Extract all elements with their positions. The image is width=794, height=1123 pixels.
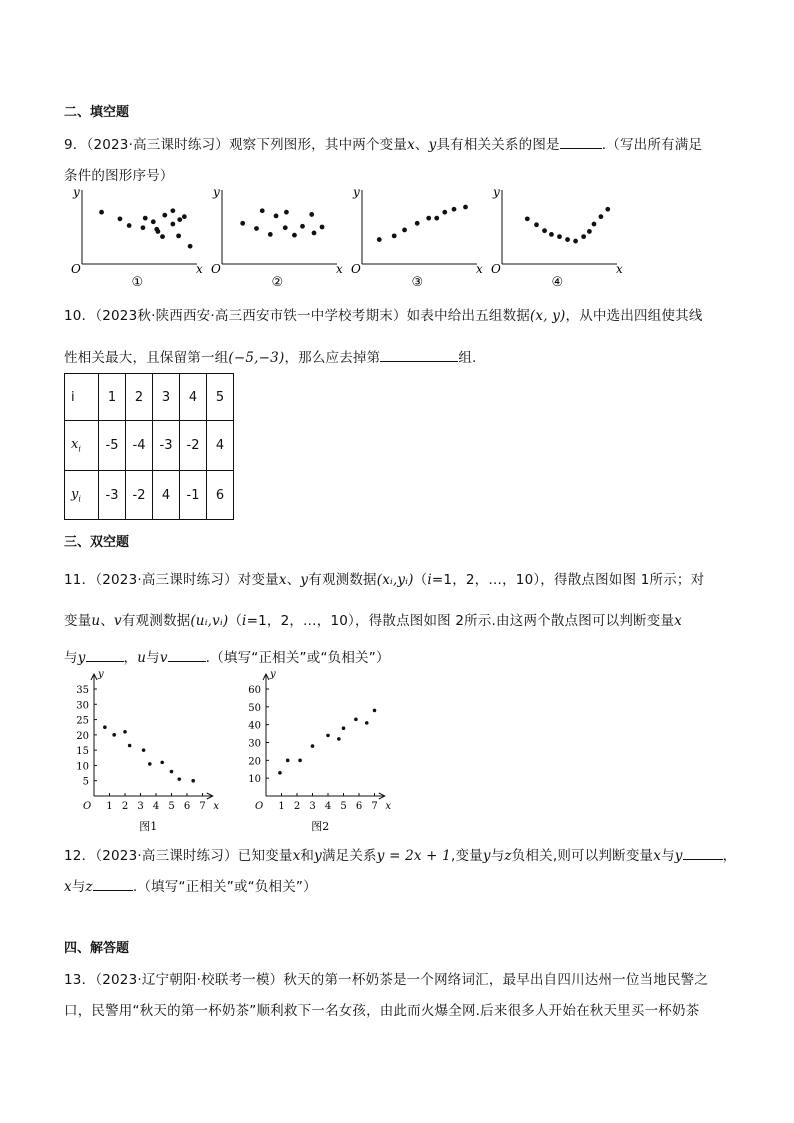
row-label: $x_i$ — [65, 421, 99, 471]
table-cell: 4 — [153, 471, 180, 520]
question-13-line-2: 口，民警用“秋天的第一杯奶茶”顺利救下一名女孩，由此而火爆全网.后来很多人开始在秋天里买一杯奶茶 — [64, 1003, 700, 1019]
x-tick-label: 5 — [168, 801, 175, 812]
question-10-line-1: 10．（2023秋·陕西西安·高三西安市铁一中学校考期末）如表中给出五组数据(x, y)，从中选出四组使其线 — [64, 308, 703, 324]
scatter-point — [452, 207, 457, 212]
scatter-point — [573, 239, 578, 244]
origin-label: O — [211, 262, 221, 276]
y-tick-label: 40 — [248, 720, 261, 732]
question-13-line-1: 13．（2023·辽宁朝阳·校联考一模）秋天的第一杯奶茶是一个网络词汇，最早出自四川达州一位当地民警之 — [64, 972, 709, 988]
y-tick-label: 30 — [248, 738, 261, 750]
scatter-point — [274, 214, 279, 219]
scatter-point — [160, 761, 164, 765]
scatter-point — [309, 212, 314, 217]
scatter-point — [188, 244, 193, 249]
scatter-point — [392, 233, 397, 238]
scatter-point — [141, 225, 146, 230]
x-tick-label: 7 — [371, 801, 378, 812]
answer-blank[interactable] — [86, 649, 124, 662]
scatter-point — [373, 709, 377, 713]
table-row — [65, 374, 234, 421]
scatter-point — [463, 205, 468, 210]
scatter-point — [415, 221, 420, 226]
scatter-point — [151, 219, 156, 224]
scatter-point — [170, 222, 175, 227]
data-table — [64, 373, 234, 520]
table-cell: -3 — [153, 421, 180, 471]
y-tick-label: 20 — [76, 730, 89, 742]
question-9-line-2: 条件的图形序号） — [64, 168, 174, 184]
scatter-point — [128, 744, 132, 748]
answer-blank[interactable] — [93, 878, 133, 891]
scatter-point — [587, 229, 592, 234]
plot-number-label: ② — [271, 275, 284, 290]
scatter-point — [260, 208, 265, 213]
question-9-scatter-figures — [60, 182, 640, 292]
scatter-point — [118, 216, 123, 221]
question-11-line-2: 变量u、v有观测数据(uᵢ,vᵢ)（i=1，2，…，10），得散点图如图 2所示.由这两个散点图可以判断变量x — [64, 613, 682, 629]
scatter-point — [326, 734, 330, 738]
scatter-plot — [351, 185, 483, 290]
scatter-point — [268, 232, 273, 237]
y-axis-label: y — [73, 185, 80, 199]
scatter-point — [148, 762, 152, 766]
scatter-point — [525, 216, 530, 221]
y-axis-label: y — [493, 185, 500, 199]
scatter-point — [565, 237, 570, 242]
figure-caption: 图1 — [139, 820, 158, 833]
scatter-plot — [491, 185, 623, 290]
question-11-line-1: 11．（2023·高三课时练习）对变量x、y有观测数据(xᵢ,yᵢ)（i=1，2，…，10），得散点图如图 1所示；对 — [64, 572, 705, 588]
scatter-point — [143, 216, 148, 221]
table-row — [65, 471, 234, 520]
x-tick-label: 2 — [121, 801, 129, 812]
plot-number-label: ③ — [411, 275, 424, 290]
scatter-point — [311, 744, 315, 748]
scatter-point — [402, 228, 407, 233]
scatter-point — [254, 226, 259, 231]
scatter-point — [99, 210, 104, 215]
scatter-point — [112, 733, 116, 737]
scatter-point — [278, 771, 282, 775]
scatter-point — [283, 225, 288, 230]
scatter-point — [170, 208, 175, 213]
origin-label: O — [491, 262, 501, 276]
scatter-point — [312, 231, 317, 236]
scatter-point — [605, 207, 610, 212]
scatter-point — [534, 222, 539, 227]
x-axis-label: x — [616, 262, 623, 276]
scatter-point — [592, 222, 597, 227]
origin-label: O — [255, 801, 264, 812]
scatter-point — [442, 210, 447, 215]
x-tick-label: 1 — [278, 801, 285, 812]
answer-blank[interactable] — [560, 136, 602, 149]
x-axis-label: x — [385, 801, 391, 812]
y-tick-label: 30 — [76, 700, 89, 712]
row-label: $y_i$ — [65, 471, 99, 520]
scatter-point — [156, 229, 161, 234]
scatter-point — [123, 730, 127, 734]
scatter-point — [337, 737, 341, 741]
figure-caption: 图2 — [311, 820, 330, 833]
scatter-point — [434, 216, 439, 221]
scatter-point — [354, 718, 358, 722]
y-tick-label: 10 — [248, 774, 261, 786]
scatter-point — [377, 237, 382, 242]
scatter-point — [298, 759, 302, 763]
y-tick-label: 50 — [248, 702, 261, 714]
table-cell: 3 — [153, 374, 180, 421]
scatter-point — [286, 759, 290, 763]
origin-label: O — [351, 262, 361, 276]
section-heading-double-blank: 三、双空题 — [64, 535, 130, 550]
table-cell: -4 — [126, 421, 153, 471]
scatter-point — [177, 777, 181, 781]
x-tick-label: 3 — [309, 801, 316, 812]
scatter-point — [365, 721, 369, 725]
y-axis-label: y — [270, 669, 276, 680]
y-axis-label: y — [353, 185, 360, 199]
question-10-line-2: 性相关最大，且保留第一组(−5,−3)，那么应去掉第 组. — [64, 350, 477, 366]
x-tick-label: 1 — [106, 801, 113, 812]
x-axis-label: x — [213, 801, 219, 812]
answer-blank[interactable] — [380, 349, 458, 362]
x-axis-label: x — [336, 262, 343, 276]
table-cell: 6 — [207, 471, 234, 520]
y-tick-label: 25 — [76, 715, 89, 727]
scatter-point — [549, 232, 554, 237]
table-cell: 4 — [207, 421, 234, 471]
x-tick-label: 7 — [199, 801, 206, 812]
answer-blank[interactable] — [168, 649, 206, 662]
row-label: i — [65, 374, 99, 421]
y-tick-label: 5 — [82, 776, 89, 788]
scatter-point — [581, 234, 586, 239]
scatter-point — [160, 234, 165, 239]
section-heading-fill-in: 二、填空题 — [64, 105, 130, 120]
x-axis-label: x — [196, 262, 203, 276]
table-cell: -3 — [99, 471, 126, 520]
x-tick-label: 6 — [183, 801, 191, 812]
scatter-point — [426, 216, 431, 221]
scatter-point — [342, 726, 346, 730]
scatter-plot — [71, 185, 203, 290]
scatter-point — [320, 225, 325, 230]
scatter-point — [103, 725, 107, 729]
x-tick-label: 2 — [293, 801, 301, 812]
scatter-point — [170, 770, 174, 774]
x-axis-label: x — [476, 262, 483, 276]
scatter-point — [127, 223, 132, 228]
table-cell: -5 — [99, 421, 126, 471]
scatter-chart — [248, 669, 391, 833]
scatter-point — [292, 233, 297, 238]
origin-label: O — [83, 801, 92, 812]
question-12-line-1: 12．（2023·高三课时练习）已知变量x和y满足关系y = 2x + 1,变量y与z负相关,则可以判断变量x与y ， — [64, 848, 737, 864]
x-tick-label: 3 — [137, 801, 144, 812]
y-tick-label: 10 — [76, 761, 89, 773]
scatter-point — [284, 210, 289, 215]
question-11-figures — [60, 668, 420, 838]
table-cell: -1 — [180, 471, 207, 520]
x-tick-label: 6 — [355, 801, 363, 812]
y-axis-label: y — [213, 185, 220, 199]
table-cell: 4 — [180, 374, 207, 421]
scatter-plot — [211, 185, 343, 290]
question-9-line-1: 9．（2023·高三课时练习）观察下列图形，其中两个变量x、y具有相关关系的图是 .（写出所有满足 — [64, 137, 703, 153]
table-cell: -2 — [126, 471, 153, 520]
table-cell: 2 — [126, 374, 153, 421]
scatter-point — [182, 214, 187, 219]
origin-label: O — [71, 262, 81, 276]
y-axis-label: y — [98, 669, 104, 680]
question-12-line-2: x与z .（填写“正相关”或“负相关”） — [64, 879, 317, 895]
table-cell: 5 — [207, 374, 234, 421]
x-tick-label: 4 — [152, 801, 160, 812]
scatter-point — [542, 228, 547, 233]
plot-number-label: ① — [131, 275, 144, 290]
x-tick-label: 5 — [340, 801, 347, 812]
scatter-point — [300, 224, 305, 229]
question-11-line-3: 与y ，u与v .（填写“正相关”或“负相关”） — [64, 650, 390, 666]
plot-number-label: ④ — [551, 275, 564, 290]
scatter-chart — [76, 669, 219, 833]
table-cell: 1 — [99, 374, 126, 421]
section-heading-answer: 四、解答题 — [64, 941, 130, 956]
scatter-point — [191, 779, 195, 783]
scatter-point — [176, 233, 181, 238]
scatter-point — [599, 214, 604, 219]
y-tick-label: 35 — [76, 685, 89, 696]
scatter-point — [177, 217, 182, 222]
scatter-point — [142, 748, 146, 752]
y-tick-label: 15 — [76, 746, 89, 758]
scatter-point — [162, 213, 167, 218]
y-tick-label: 20 — [248, 756, 261, 768]
scatter-point — [240, 221, 245, 226]
table-row — [65, 421, 234, 471]
scatter-point — [557, 234, 562, 239]
y-tick-label: 60 — [248, 685, 261, 696]
x-tick-label: 4 — [324, 801, 332, 812]
answer-blank[interactable] — [683, 847, 723, 860]
table-cell: -2 — [180, 421, 207, 471]
